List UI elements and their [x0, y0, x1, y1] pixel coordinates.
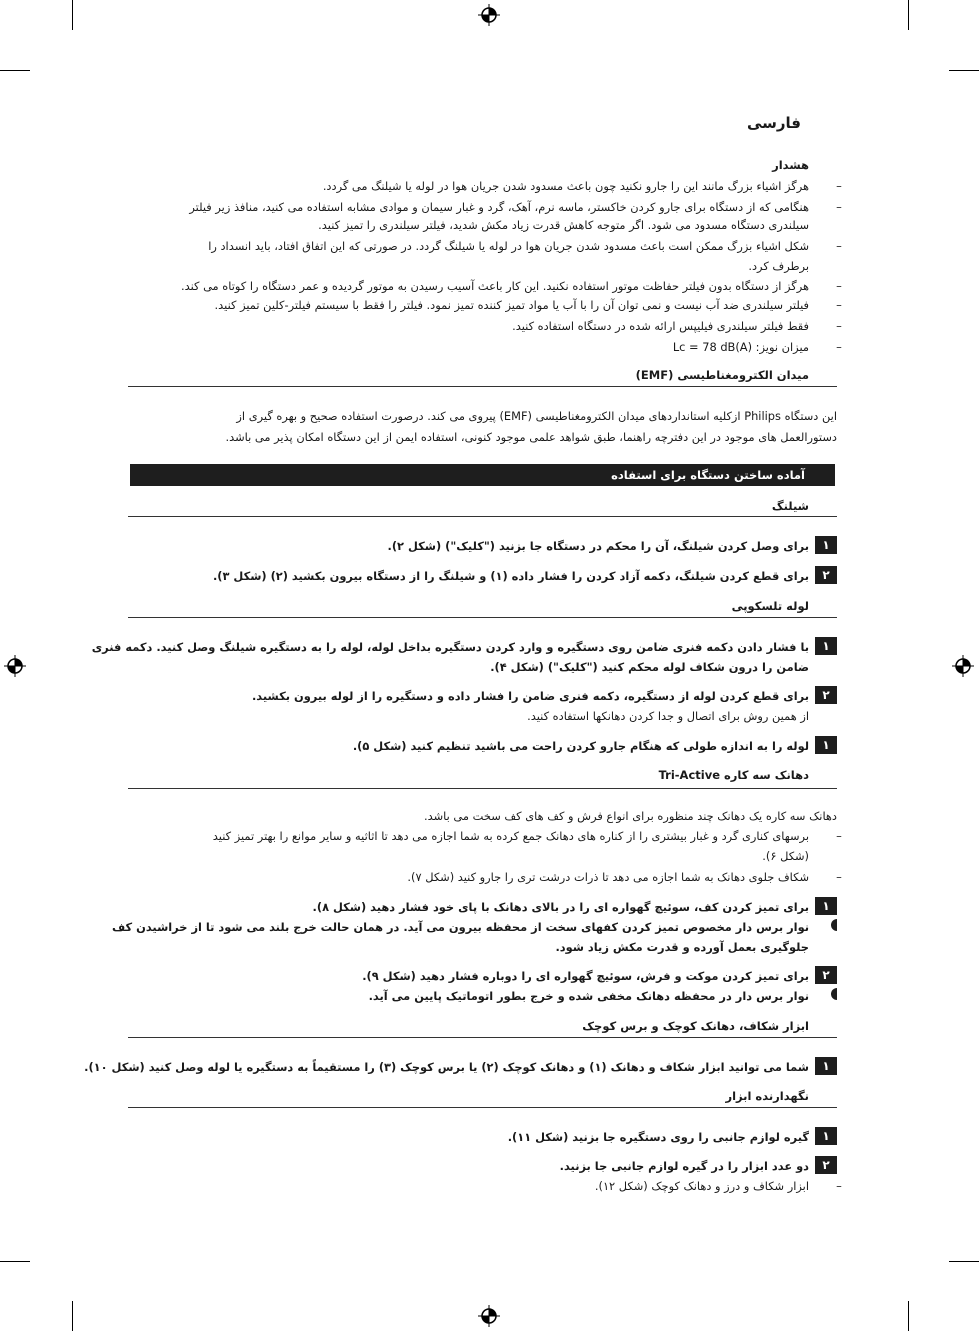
registration-mark-icon	[4, 655, 26, 677]
crop-mark	[908, 0, 909, 30]
page-title: فارسی	[746, 114, 801, 132]
step-text: برای قطع کردن شیلنگ، دکمه آزاد کردن را فشار داده (۱) و شیلنگ را از دستگاه بیرون بکشید (۲) (شکل ۳).	[212, 569, 809, 583]
step-number: ۱	[815, 1127, 837, 1145]
warning-item: هرگز اشیاء بزرگ مانند این را جارو نکنید چون باعث مسدود شدن جریان هوا در لوله یا شیلنگ می گردد.	[322, 179, 809, 193]
tip-text: نوار برس دار مخصوص تمیز کردن کفهای سخت از محفظه بیرون می آید. در همان حالت خرج بلند می شود تا از خراشیدن کف	[111, 920, 809, 934]
storage-heading: نگهدارنده ابزار	[725, 1089, 809, 1103]
registration-mark-icon	[478, 1305, 500, 1327]
warning-item: شکل اشیاء بزرگ ممکن است باعث مسدود شدن جریان هوا در لوله یا شیلنگ گردد. در صورتی که این اتفاق افتاد، باید انسداد را	[208, 239, 809, 253]
step-number: ۲	[815, 1156, 837, 1174]
warning-item: فیلتر سیلندری ضد آب نیست و نمی توان آن را با آب یا مواد تمیز کننده تمیز نمود. فیلتر را فقط با سیستم فیلتر-کلین تمیز کنید.	[214, 298, 809, 312]
crop-mark	[72, 1301, 73, 1331]
triactive-heading: دهانک سه کاره Tri-Active	[658, 768, 809, 782]
bullet-dash: –	[836, 200, 842, 214]
triactive-bullet-cont: (شکل ۶).	[762, 849, 809, 863]
emf-text: دستورالعمل های موجود در این دفترچه راهنما، طبق شواهد علمی موجود کنونی، استفاده ایمن از این دستگاه امکان پذیر می باشد.	[225, 430, 837, 444]
registration-mark-icon	[952, 655, 974, 677]
bullet-dash: –	[836, 829, 842, 843]
crop-mark	[0, 70, 30, 71]
crop-mark	[949, 1261, 979, 1262]
accessories-heading: ابزار شکاف، دهانک کوچک و برس کوچک	[582, 1019, 809, 1033]
bullet-dash: –	[836, 1179, 842, 1193]
divider	[128, 1107, 837, 1108]
step-number: ۱	[815, 536, 837, 554]
step-text: شما می توانید ابزار شکاف و دهانک (۱) و دهانک کوچک (۲) یا برس کوچک (۳) را مستقیماً به دستگیره یا لوله وصل کنید (شکل ۱۰).	[84, 1060, 809, 1074]
tip-icon	[827, 988, 837, 1000]
storage-bullet: ابزار شکاف و درز و دهانک کوچک (شکل ۱۲).	[594, 1179, 809, 1193]
divider	[128, 386, 837, 387]
bullet-dash: –	[836, 279, 842, 293]
crop-mark	[949, 70, 979, 71]
crop-mark	[72, 0, 73, 30]
triactive-bullet: شکاف جلوی دهانک به شما اجازه می دهد تا ذرات درشت تری را جارو کنید (شکل ۷).	[407, 870, 809, 884]
warning-item: فقط فیلتر سیلندری فیلیپس ارائه شده در دستگاه استفاده کنید.	[512, 319, 809, 333]
step-text: دو عدد ابزار را در گیره لوازم جانبی جا بزنید.	[559, 1159, 809, 1173]
section-bar: آماده ساختن دستگاه برای استفاده	[130, 464, 835, 486]
bullet-dash: –	[836, 319, 842, 333]
step-text: برای وصل کردن شیلنگ، آن را محکم در دستگاه جا بزنید ("کلیک") (شکل ۲).	[387, 539, 809, 553]
step-number: ۱	[815, 736, 837, 754]
step-number: ۱	[815, 1057, 837, 1075]
tip-text: نوار برس دار در محفظه دهانک مخفی شده و خرج بطور اتوماتیک پایین می آید.	[368, 989, 809, 1003]
divider	[128, 788, 837, 789]
bullet-dash: –	[836, 340, 842, 354]
step-number: ۱	[815, 637, 837, 655]
bullet-dash: –	[836, 179, 842, 193]
bullet-dash: –	[836, 298, 842, 312]
bullet-dash: –	[836, 870, 842, 884]
triactive-intro: دهانک سه کاره یک دهانک چند منظوره برای انواع فرش و کف های کف سخت می باشد.	[424, 809, 837, 823]
tube-heading: لوله تلسکوپی	[731, 599, 809, 613]
crop-mark	[908, 1301, 909, 1331]
tip-text-cont: جلوگیری بعمل آورده و قدرت مکش زیاد شود.	[555, 940, 809, 954]
step-text: برای تمیز کردن کف، سوئیچ گهواره ای را در بالای دهانک با پای خود فشار دهید (شکل ۸).	[312, 900, 809, 914]
triactive-bullet: برسهای کناری گرد و غبار بیشتری را از کناره های دهانک جمع کرده به شما اجازه می دهد تا اثاثیه و سایر موانع را بهتر تمیز کنید	[212, 829, 809, 843]
divider	[128, 617, 837, 618]
step-text: برای تمیز کردن موکت و فرش، سوئیچ گهواره ای را دوباره فشار دهید (شکل ۹).	[362, 969, 809, 983]
step-text: برای قطع کردن لوله از دستگیره، دکمه فنری ضامن را فشار داده و دستگیره را از لوله بیرون بکشید.	[251, 689, 809, 703]
warning-heading: هشدار	[772, 158, 809, 172]
step-text: لوله را به اندازه طولی که هنگام جارو کردن راحت می باشید تنظیم کنید (شکل ۵).	[352, 739, 809, 753]
step-number: ۱	[815, 897, 837, 915]
step-text: گیره لوازم جانبی را روی دستگیره جا بزنید (شکل ۱۱).	[507, 1130, 809, 1144]
warning-item: هرگز از دستگاه بدون فیلتر حفاظت موتور استفاده نکنید. این کار باعث آسیب رسیدن به موتور گردیده و عمر دستگاه را کوتاه می کند.	[180, 279, 809, 293]
hose-heading: شیلنگ	[771, 499, 809, 513]
registration-mark-icon	[478, 4, 500, 26]
step-number: ۲	[815, 966, 837, 984]
warning-item-cont: سیلندری دستگاه مسدود می شود. اگر متوجه کاهش قدرت زیاد مکش شدید، فیلتر سیلندری را تمیز کنید.	[318, 218, 809, 232]
step-number: ۲	[815, 686, 837, 704]
tip-icon	[827, 919, 837, 931]
warning-item-cont: برطرف کرد.	[748, 259, 809, 273]
divider	[128, 1037, 837, 1038]
bullet-dash: –	[836, 239, 842, 253]
emf-text: این دستگاه Philips ازکلیه استانداردهای میدان الکترومغناطیسی (EMF) پیروی می کند. درصورت استفاده صحیح و بهره گیری از	[236, 409, 837, 423]
divider	[128, 516, 837, 517]
step-number: ۲	[815, 566, 837, 584]
step-note: از همین روش برای اتصال و جدا کردن دهانکها استفاده کنید.	[527, 709, 809, 723]
warning-item: میزان نویز: Lc = 78 dB(A)	[672, 340, 809, 354]
crop-mark	[0, 1261, 30, 1262]
step-text: با فشار دادن دکمه فنری ضامن روی دستگیره و وارد کردن دستگیره بداخل لوله، لوله را به دستگیره شیلنگ وصل کنید. دکمه فنری	[91, 640, 809, 654]
step-text-cont: ضامن را درون شکاف لوله محکم کنید ("کلیک") (شکل ۴).	[490, 660, 809, 674]
emf-heading: میدان الکترومغناطیسی (EMF)	[635, 368, 809, 382]
warning-item: هنگامی که از دستگاه برای جارو کردن خاکستر، ماسه نرم، آهک، گرد و غبار سیمان و موادی مشابه استفاده می کنید، منافذ زیر فیلتر	[189, 200, 809, 214]
